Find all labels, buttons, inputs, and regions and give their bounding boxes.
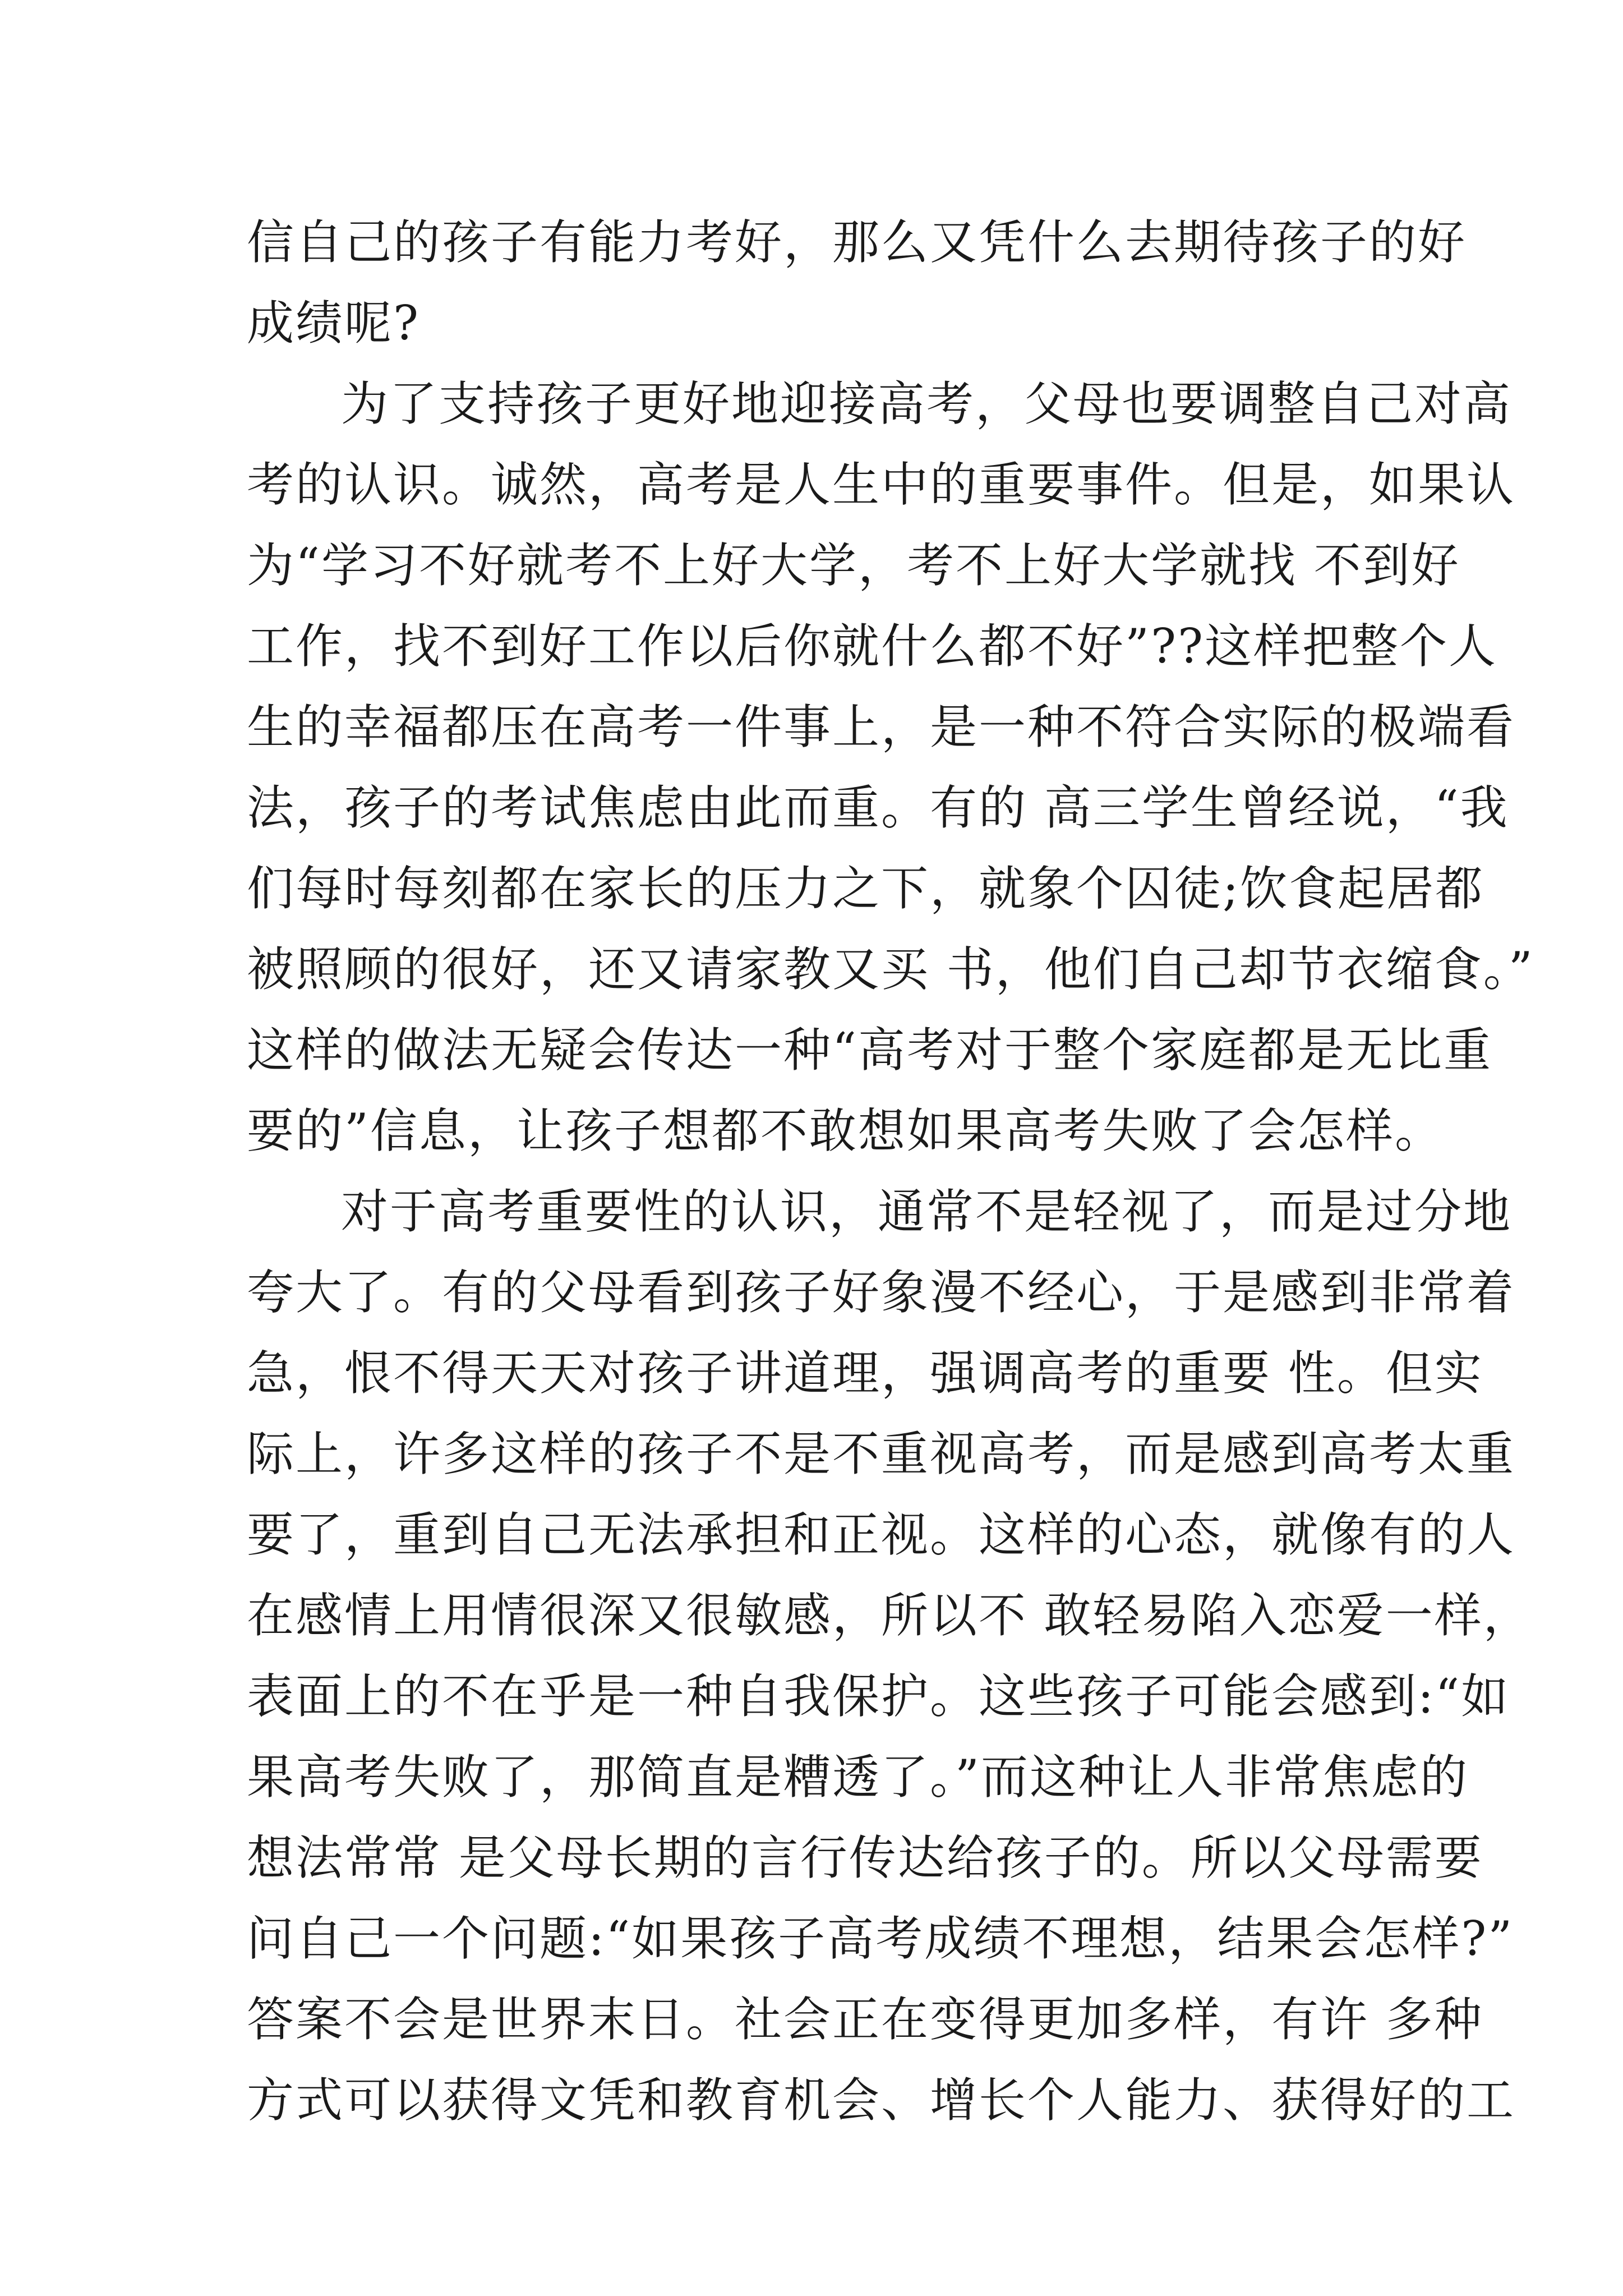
text-line: 成绩呢? [247, 296, 421, 351]
text-line: 们每时每刻都在家长的压力之下，就象个囚徒;饮食起居都 [247, 861, 1484, 916]
body-text [247, 202, 1534, 2141]
text-line: 果高考失败了，那简直是糟透了。”而这种让人非常焦虑的 [247, 1750, 1469, 1805]
text-line: 要了，重到自己无法承担和正视。这样的心态，就像有的人 [247, 1507, 1516, 1562]
text-line: 方式可以获得文凭和教育机会、增长个人能力、获得好的工 [247, 2073, 1516, 2128]
text-line: 生的幸福都压在高考一件事上，是一种不符合实际的极端看 [247, 700, 1516, 754]
text-line: 被照顾的很好，还又请家教又买 书，他们自己却节衣缩食。” [247, 942, 1534, 997]
text-line: 这样的做法无疑会传达一种“高考对于整个家庭都是无比重 [247, 1023, 1492, 1078]
text-line: 想法常常 是父母长期的言行传达给孩子的。所以父母需要 [247, 1830, 1483, 1885]
text-line: 际上，许多这样的孩子不是不重视高考，而是感到高考太重 [247, 1427, 1516, 1481]
text-line: 工作，找不到好工作以后你就什么都不好”??这样把整个人 [247, 619, 1498, 674]
text-line: 夸大了。有的父母看到孩子好象漫不经心，于是感到非常着 [247, 1265, 1516, 1320]
text-line: 表面上的不在乎是一种自我保护。这些孩子可能会感到:“如 [247, 1669, 1510, 1724]
text-line: 考的认识。诚然，高考是人生中的重要事件。但是，如果认 [247, 457, 1516, 512]
paragraph-start-line: 为了支持孩子更好地迎接高考，父母也要调整自己对高 [341, 376, 1513, 431]
text-line: 信自己的孩子有能力考好，那么又凭什么去期待孩子的好 [247, 215, 1467, 270]
paragraph-start-line: 对于高考重要性的认识，通常不是轻视了，而是过分地 [341, 1184, 1513, 1239]
text-line: 法，孩子的考试焦虑由此而重。有的 高三学生曾经说，“我 [247, 780, 1509, 835]
text-line: 答案不会是世界末日。社会正在变得更加多样，有许 多种 [247, 1992, 1483, 2047]
text-line: 为“学习不好就考不上好大学，考不上好大学就找 不到好 [247, 538, 1460, 593]
text-line: 急，恨不得天天对孩子讲道理，强调高考的重要 性。但实 [247, 1346, 1483, 1401]
text-line: 在感情上用情很深又很敏感，所以不 敢轻易陷入恋爱一样， [247, 1588, 1532, 1643]
text-line: 要的”信息，让孩子想都不敢想如果高考失败了会怎样。 [247, 1103, 1444, 1158]
text-line: 问自己一个问题:“如果孩子高考成绩不理想，结果会怎样?” [247, 1911, 1514, 1966]
